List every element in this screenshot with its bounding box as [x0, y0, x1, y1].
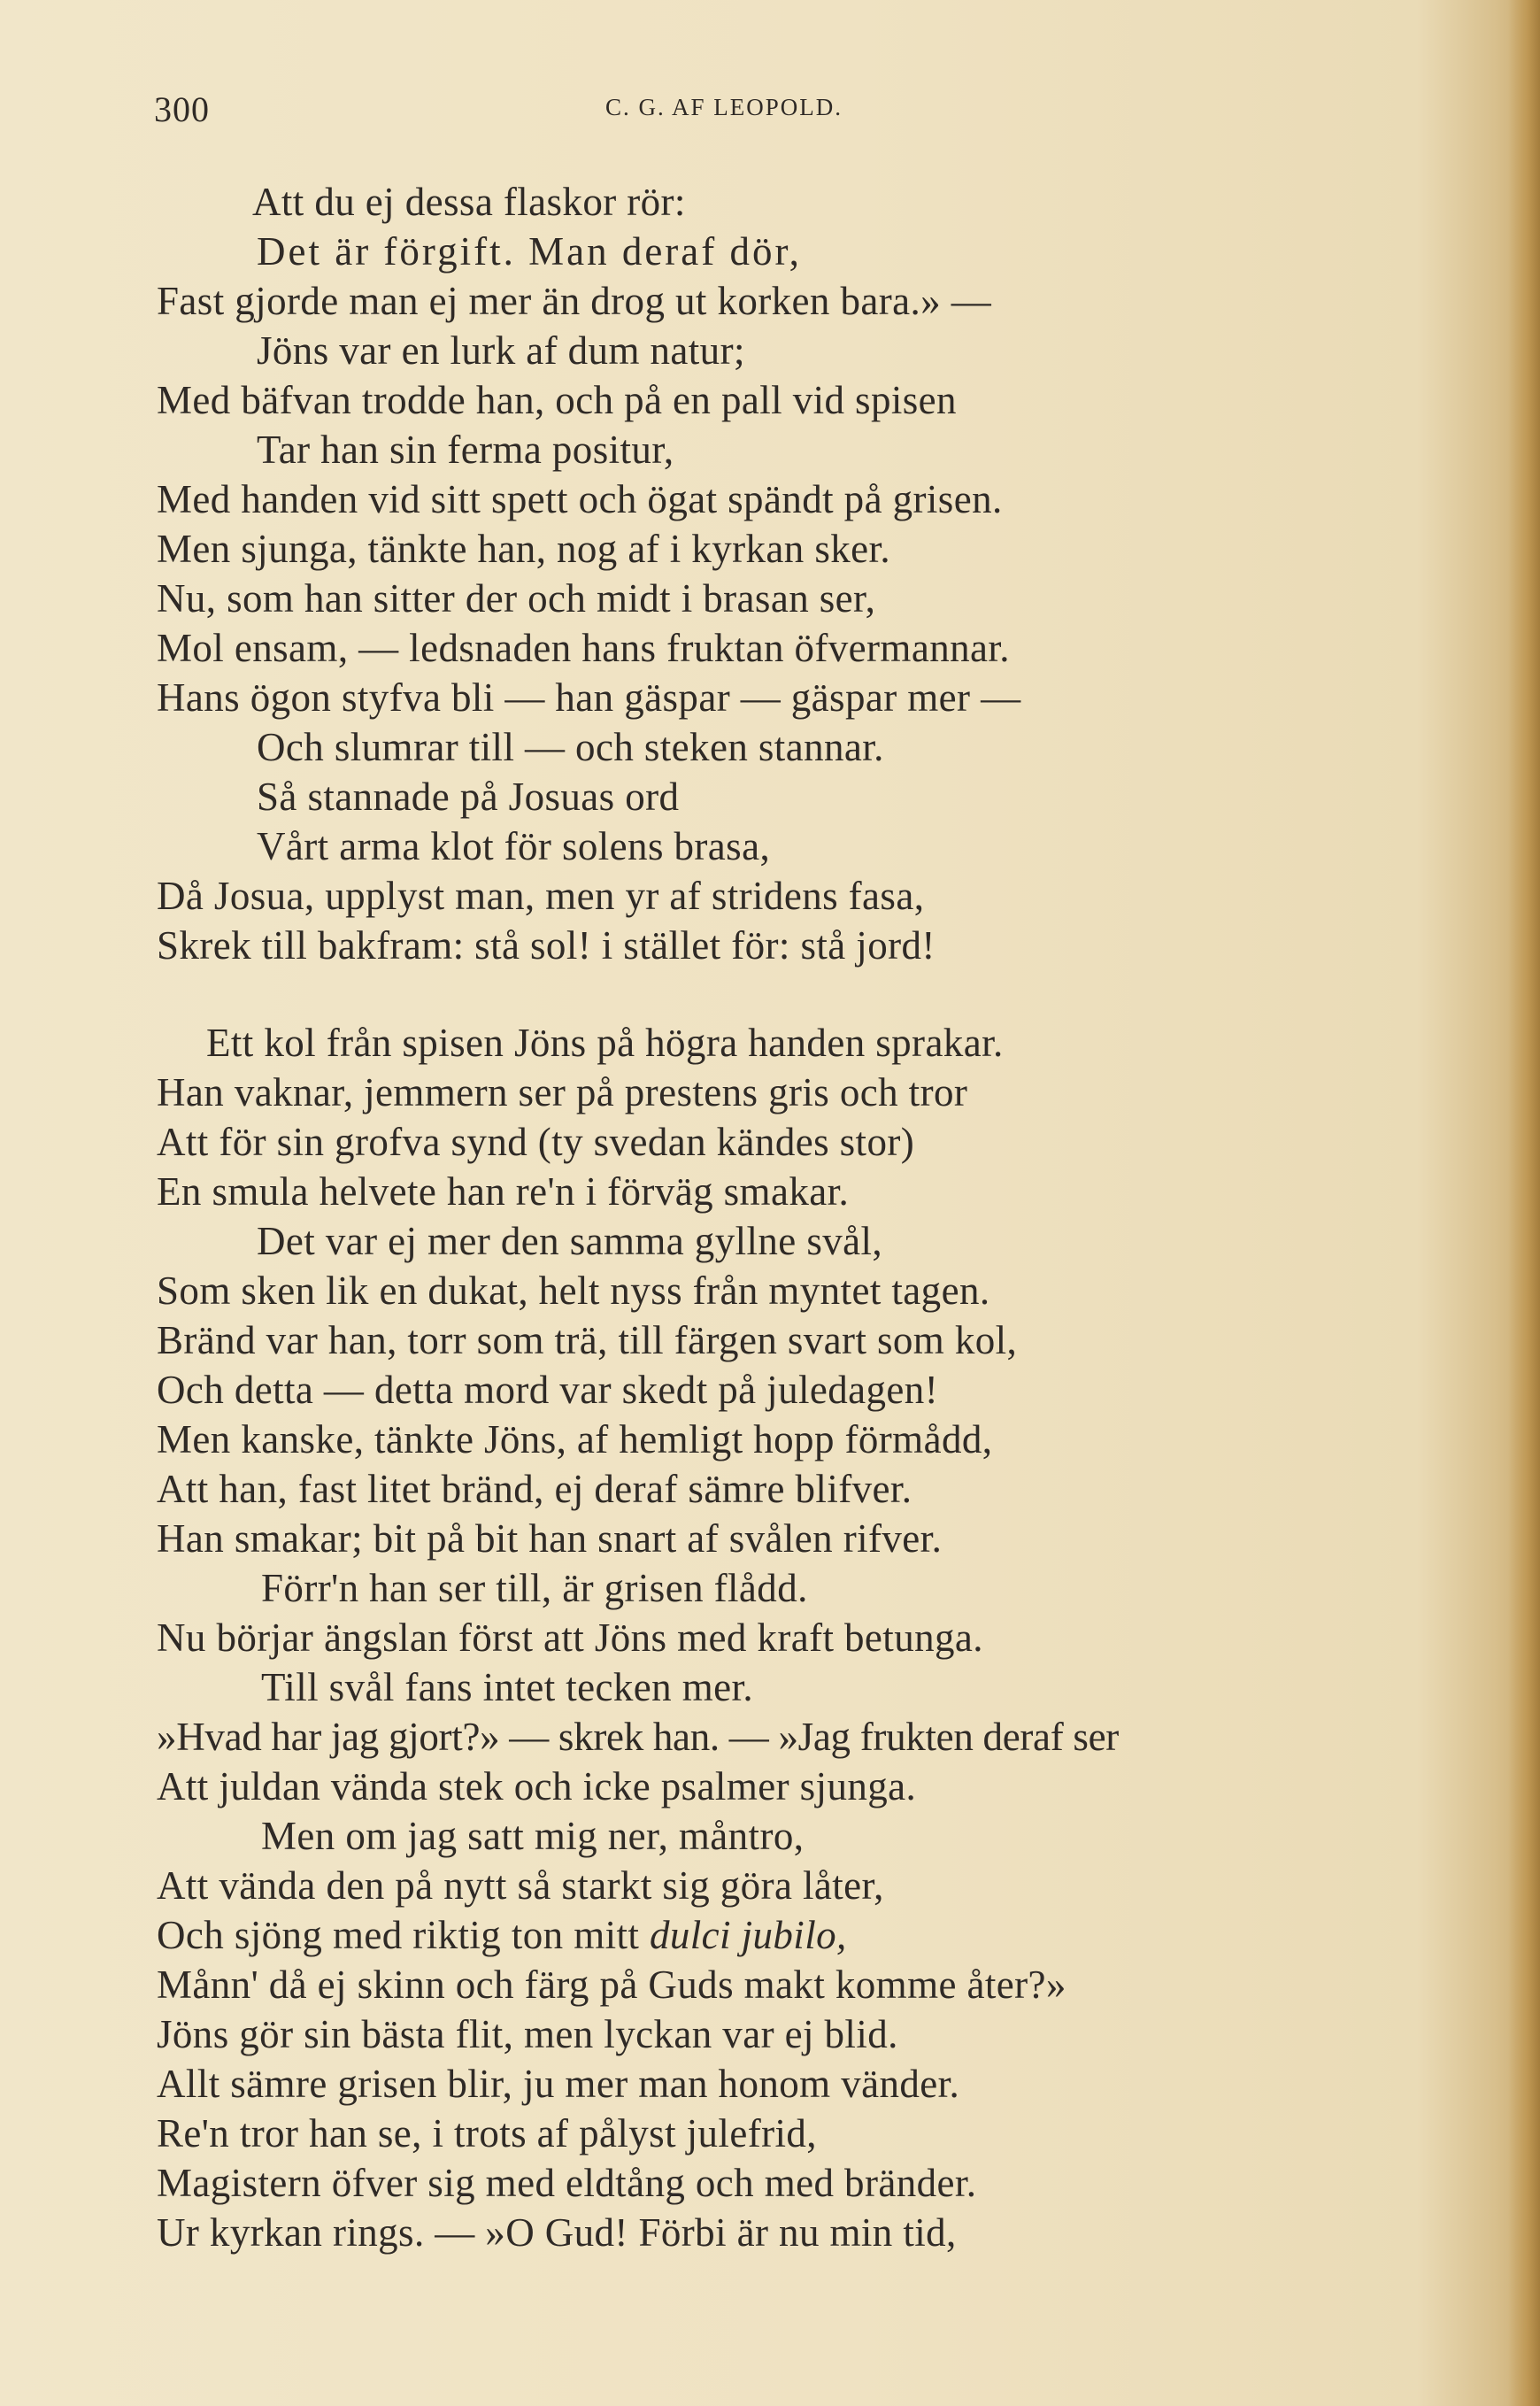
poem-line: Till svål fans intet tecken mer.	[261, 1665, 754, 1709]
poem-line: Och detta — detta mord var skedt på juledagen!	[157, 1368, 939, 1412]
poem-line: Då Josua, upplyst man, men yr af stridens fasa,	[157, 874, 925, 918]
poem-line: Att vända den på nytt så starkt sig göra låter,	[157, 1863, 884, 1908]
poem-line: Han vaknar, jemmern ser på prestens gris och tror	[157, 1070, 968, 1114]
poem-line: Det var ej mer den samma gyllne svål,	[257, 1219, 883, 1263]
poem-line: Att du ej dessa flaskor rör:	[252, 180, 686, 224]
poem-line: Allt sämre grisen blir, ju mer man honom vänder.	[157, 2062, 960, 2106]
poem-line: »Hvad har jag gjort?» — skrek han. — »Jag frukten deraf ser	[157, 1715, 1119, 1759]
running-head	[154, 89, 1322, 135]
poem-line: Tar han sin ferma positur,	[257, 428, 674, 472]
poem-line: Magistern öfver sig med eldtång och med bränder.	[157, 2161, 977, 2205]
poem-line: Nu, som han sitter der och midt i brasan ser,	[157, 576, 876, 621]
poem-line: Vårt arma klot för solens brasa,	[257, 824, 771, 868]
poem-line: Re'n tror han se, i trots af pålyst julefrid,	[157, 2111, 817, 2155]
poem-line: Och slumrar till — och steken stannar.	[257, 725, 884, 769]
poem-line: Men sjunga, tänkte han, nog af i kyrkan sker.	[157, 527, 891, 571]
poem-line: Förr'n han ser till, är grisen flådd.	[261, 1566, 808, 1610]
poem-line: Med handen vid sitt spett och ögat spändt på grisen.	[157, 477, 1003, 521]
poem-line	[157, 1910, 847, 1960]
poem-line: Så stannade på Josuas ord	[257, 775, 680, 819]
poem-line: Jöns gör sin bästa flit, men lyckan var ej blid.	[157, 2012, 898, 2056]
poem-line: Att han, fast litet bränd, ej deraf sämre blifver.	[157, 1467, 912, 1511]
poem-line: Men om jag satt mig ner, måntro,	[261, 1814, 805, 1858]
poem-line: Nu börjar ängslan först att Jöns med kraft betunga.	[157, 1616, 983, 1660]
poem-line: Med bäfvan trodde han, och på en pall vid spisen	[157, 378, 957, 422]
poem-line: Att juldan vända stek och icke psalmer sjunga.	[157, 1764, 917, 1808]
latin-phrase: dulci jubilo,	[649, 1913, 847, 1957]
poem-line: Att för sin grofva synd (ty svedan kändes stor)	[157, 1120, 915, 1164]
poem-line: Ett kol från spisen Jöns på högra handen sprakar.	[206, 1021, 1004, 1065]
poem-line: En smula helvete han re'n i förväg smakar.	[157, 1169, 850, 1214]
poem-line: Det är förgift. Man deraf dör,	[257, 229, 802, 274]
poem-line: Men kanske, tänkte Jöns, af hemligt hopp förmådd,	[157, 1417, 993, 1461]
poem-line: Han smakar; bit på bit han snart af svålen rifver.	[157, 1516, 943, 1561]
poem-line: Mol ensam, — ledsnaden hans fruktan öfvermannar.	[157, 626, 1010, 670]
running-title: C. G. AF LEOPOLD.	[605, 94, 843, 120]
poem-line: Bränd var han, torr som trä, till färgen svart som kol,	[157, 1318, 1018, 1362]
poem-line: Fast gjorde man ej mer än drog ut korken bara.» —	[157, 279, 992, 323]
poem-line: Månn' då ej skinn och färg på Guds makt komme åter?»	[157, 1963, 1066, 2007]
page-edge	[1508, 0, 1540, 2406]
poem-line: Skrek till bakfram: stå sol! i stället för: stå jord!	[157, 923, 936, 968]
poem-line: Hans ögon styfva bli — han gäspar — gäspar mer —	[157, 675, 1021, 720]
poem-line-text: Och sjöng med riktig ton mitt	[157, 1913, 650, 1957]
poem-line: Som sken lik en dukat, helt nyss från myntet tagen.	[157, 1269, 990, 1313]
poem-line: Jöns var en lurk af dum natur;	[257, 328, 745, 373]
page-number: 300	[154, 89, 210, 129]
poem-line: Ur kyrkan rings. — »O Gud! Förbi är nu min tid,	[157, 2210, 957, 2255]
